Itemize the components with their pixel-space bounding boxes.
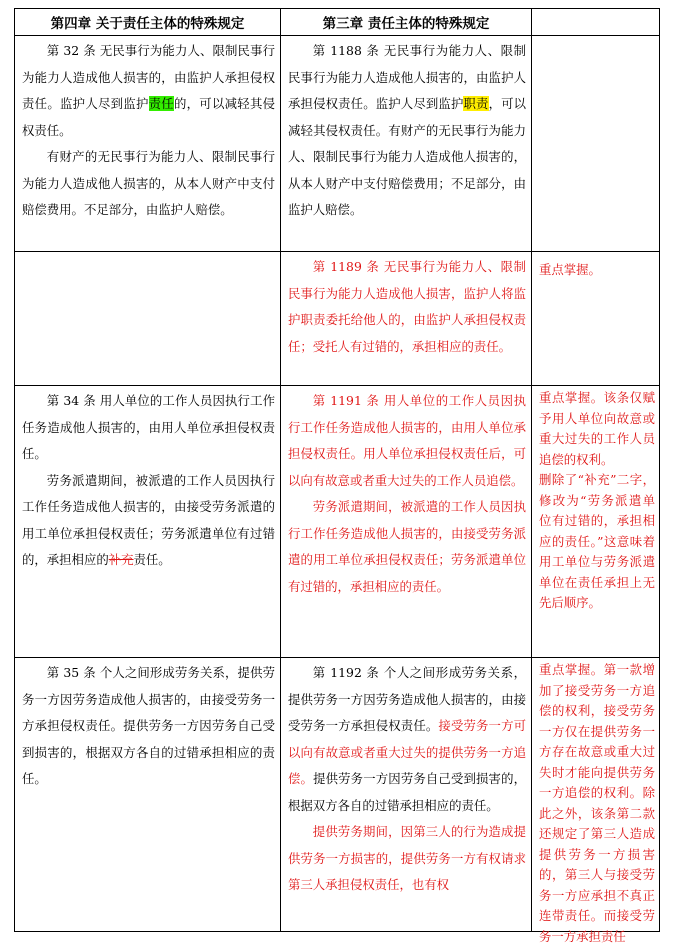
struck-supplementary: 补充 [108,552,134,567]
article-34-para-1: 第 34 条 用人单位的工作人员因执行工作任务造成他人损害的，由用人单位承担侵权责任。 [22,393,275,461]
table-row [15,252,660,386]
old-law-cell [15,386,281,658]
note-cell [532,386,660,658]
civil-code-cell [281,252,532,386]
old-law-cell [15,36,281,252]
note-cell: 重点掌握。第一款增加了接受劳务一方追偿的权利，接受劳务一方仅在提供劳务一方存在故意或重大过失时才能向提供劳务一方追偿的权利。除此之外，该条第二款还规定了第三人造成提供劳务一方损害的，第三人与接受劳务一方应承担不真正连带责任。而接受劳务一方承担责任 [532,658,660,932]
note-cell: 重点掌握。 [532,252,660,386]
note-1191-para-2: 删除了“补充”二字，修改为“劳务派遣单位有过错的，承担相应的责任。”这意味着用工单位与劳务派遣单位在责任承担上无先后顺序。 [539,472,655,610]
note-1191-para-1: 重点掌握。该条仅赋予用人单位向故意或重大过失的工作人员追偿的权利。 [539,390,655,467]
civil-code-cell [281,36,532,252]
added-recourse-clause: 接受劳务一方可以向有故意或者重大过失的提供劳务一方追偿。 [288,718,527,786]
article-1191-para-1: 第 1191 条 用人单位的工作人员因执行工作任务造成他人损害的，由用人单位承担侵权责任。用人单位承担侵权责任后，可以向有故意或者重大过失的工作人员追偿。 [288,393,526,488]
header-notes [532,9,660,36]
civil-code-cell [281,386,532,658]
article-34-para-2: 劳务派遣期间，被派遣的工作人员因执行工作任务造成他人损害的，由接受劳务派遣的用工单位承担侵权责任；劳务派遣单位有过错的，承担相应的补充责任。 [22,472,275,567]
note-cell [532,36,660,252]
article-1189-para-1: 第 1189 条 无民事行为能力人、限制民事行为能力人造成他人损害，监护人将监护职责委托给他人的，由监护人承担侵权责任；受托人有过错的，承担相应的责任。 [288,259,526,354]
highlight-duty: 职责 [463,96,489,111]
table-row [15,658,660,932]
civil-code-cell [281,658,532,932]
comparison-table [14,8,660,944]
highlight-responsibility: 责任 [148,96,174,111]
article-32-para-2: 有财产的无民事行为能力人、限制民事行为能力人造成他人损害的，从本人财产中支付赔偿费用。不足部分，由监护人赔偿。 [22,149,275,217]
article-32-para-1: 第 32 条 无民事行为能力人、限制民事行为能力人造成他人损害的，由监护人承担侵权责任。监护人尽到监护责任的，可以减轻其侵权责任。 [22,43,276,138]
old-law-cell [15,252,281,386]
header-old-law: 第四章 关于责任主体的特殊规定 [15,9,281,36]
table-row [15,386,660,658]
article-1191-para-2: 劳务派遣期间，被派遣的工作人员因执行工作任务造成他人损害的，由接受劳务派遣的用工单位承担侵权责任；劳务派遣单位有过错的，承担相应的责任。 [288,499,526,594]
article-1192-para-2: 提供劳务期间，因第三人的行为造成提供劳务一方损害的，提供劳务一方有权请求第三人承担侵权责任，也有权 [288,824,526,892]
header-row [15,9,660,36]
table-row [15,36,660,252]
article-1188-para-1: 第 1188 条 无民事行为能力人、限制民事行为能力人造成他人损害的，由监护人承担侵权责任。监护人尽到监护职责，可以减轻其侵权责任。有财产的无民事行为能力人、限制民事行为能力人造成他人损害的，从本人财产中支付赔偿费用；不足部分，由监护人赔偿。 [288,43,527,217]
old-law-cell [15,658,281,932]
article-35-para-1: 第 35 条 个人之间形成劳务关系，提供劳务一方因劳务造成他人损害的，由接受劳务一方承担侵权责任。提供劳务一方因劳务自己受到损害的，根据双方各自的过错承担相应的责任。 [22,665,275,786]
header-civil-code: 第三章 责任主体的特殊规定 [281,9,532,36]
article-1192-para-1: 第 1192 条 个人之间形成劳务关系，提供劳务一方因劳务造成他人损害的，由接受劳务一方承担侵权责任。接受劳务一方可以向有故意或者重大过失的提供劳务一方追偿。提供劳务一方因劳务自己受到损害的，根据双方各自的过错承担相应的责任。 [288,665,527,813]
